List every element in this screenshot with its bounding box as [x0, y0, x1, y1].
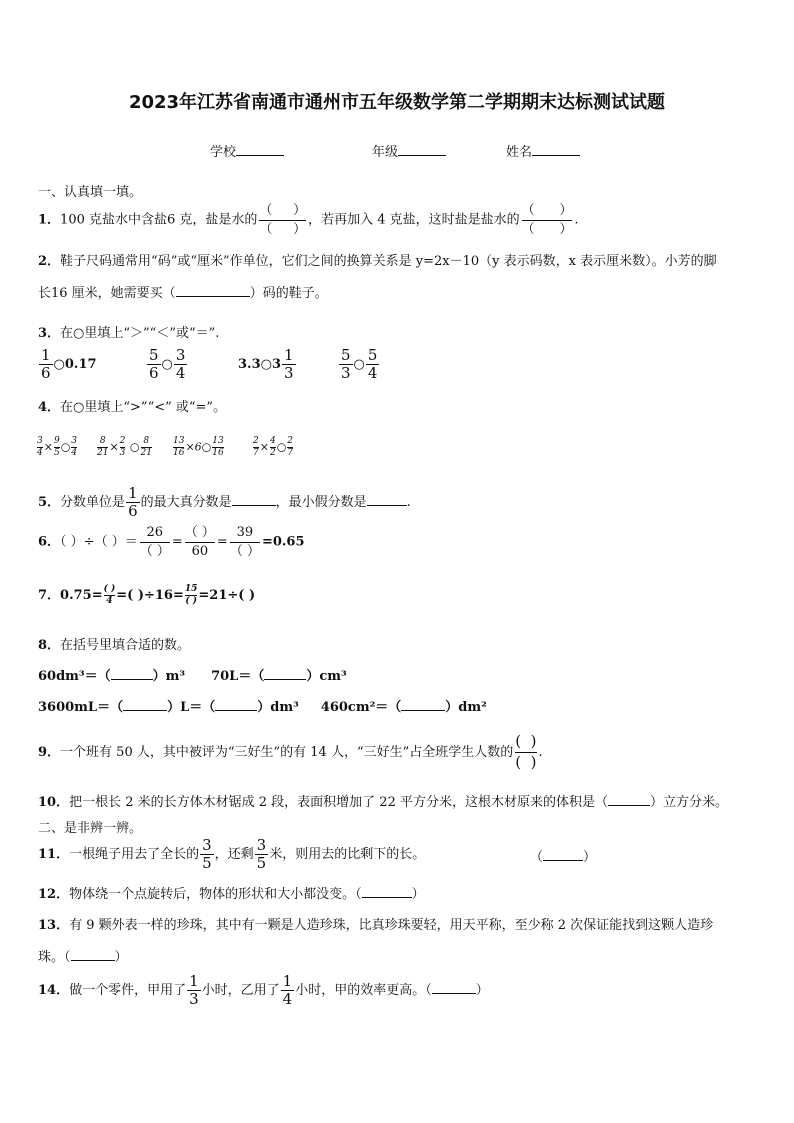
answer-fraction-blank[interactable]: $\frac{( )}{( )}$ [515, 732, 537, 771]
question-text: 分数单位是 [60, 495, 126, 510]
compare-circle[interactable]: ○ [161, 357, 173, 372]
answer-blank[interactable] [215, 698, 257, 711]
answer-blank[interactable]: =21÷( ) [198, 588, 256, 603]
answer-blank[interactable] [123, 698, 167, 711]
answer-blank[interactable] [71, 948, 115, 961]
fraction[interactable]: $\frac{26}{( )}$ [139, 525, 170, 559]
question-2-line-2 [38, 282, 328, 301]
name-label: 姓名 [506, 145, 533, 160]
paren: （ [530, 850, 544, 865]
answer-blank[interactable] [176, 284, 250, 297]
name-field [506, 141, 580, 160]
answer-blank[interactable] [264, 667, 306, 680]
compare-circle[interactable]: ○ [60, 440, 71, 454]
question-8-row-2 [38, 696, 487, 715]
answer-fraction-blank[interactable]: $\frac{( )}{( )}$ [259, 203, 307, 237]
question-3-item-1 [38, 348, 97, 381]
fraction[interactable]: $\frac{( )}{60}$ [184, 525, 215, 559]
equals-sign: = [216, 534, 228, 550]
question-text: . [538, 744, 543, 760]
question-text: ）m³ [152, 669, 186, 684]
question-text: =0.65 [261, 534, 305, 550]
question-number: 3． [38, 326, 61, 341]
question-text: ）码的鞋子。 [249, 286, 328, 301]
question-number: 14． [38, 983, 70, 998]
answer-blank[interactable] [362, 885, 412, 898]
question-4 [38, 396, 226, 415]
question-number: 6． [38, 534, 61, 550]
question-1 [38, 204, 579, 236]
answer-blank[interactable]: （ ）÷（ ）＝ [60, 534, 138, 550]
answer-blank[interactable] [432, 981, 476, 994]
question-text: . [406, 495, 411, 510]
fraction: $\frac{3}{4}$ [37, 436, 43, 458]
question-text: 鞋子尺码通常用“码”或“厘米”作单位，它们之间的换算关系是 y=2x－10（y 表示码数，x 表示厘米数）。小芳的脚 [60, 254, 717, 269]
section-heading-1: 一、认真填一填。 [38, 185, 143, 200]
question-number: 5． [38, 495, 61, 510]
question-number: 10． [38, 795, 70, 810]
question-text: 100 克盐水中含盐6 克，盐是水的 [60, 212, 258, 228]
question-text: 3600mL＝（ [38, 700, 124, 715]
fraction: $\frac{5}{6}$ [149, 346, 159, 382]
question-3-item-2 [146, 348, 188, 381]
question-text: ）dm² [445, 700, 487, 715]
question-3-item-4 [338, 348, 380, 381]
compare-circle[interactable]: ○ [353, 357, 365, 372]
fraction: $\frac{3}{4}$ [175, 346, 186, 382]
question-text: 在括号里填合适的数。 [60, 638, 191, 653]
question-text: 60dm³＝（ [38, 669, 111, 684]
question-8-row-1 [38, 665, 347, 684]
question-text: 把一根长 2 米的长方体木材锯成 2 段，表面积增加了 22 平方分米，这根木材原来的体积是（ [69, 795, 608, 810]
fraction: $\frac{3}{5}$ [256, 836, 267, 872]
answer-blank[interactable] [543, 848, 583, 861]
question-text: ）L＝（ [167, 700, 216, 715]
fraction: $\frac{5}{4}$ [367, 346, 378, 382]
question-8 [38, 634, 190, 653]
answer-blank[interactable] [367, 493, 407, 506]
question-number: 7． [38, 588, 61, 603]
school-blank[interactable] [236, 143, 284, 156]
question-3-item-3 [238, 348, 297, 381]
question-text: ）dm³ [257, 700, 299, 715]
operator: × [109, 440, 119, 454]
question-text: ，还剩 [214, 847, 254, 862]
fraction: $\frac{5}{3}$ [341, 346, 351, 382]
paren: ） [583, 850, 597, 865]
fraction: $\frac{13}{16}$ [212, 436, 224, 458]
compare-circle[interactable]: ○ [276, 440, 287, 454]
question-14 [38, 974, 489, 1007]
fraction[interactable]: $\frac{( )}{4}$ [103, 584, 116, 606]
answer-blank[interactable] [608, 793, 650, 806]
question-number: 2． [38, 254, 61, 269]
question-2-line-1 [38, 250, 717, 269]
question-text: 460cm²＝（ [320, 700, 402, 715]
question-text: . [574, 212, 579, 228]
fraction: $\frac{4}{2}$ [269, 436, 276, 458]
question-4-item-1 [36, 437, 78, 458]
fraction: $\frac{2}{7}$ [287, 436, 294, 458]
question-text: 珠。（ [38, 950, 71, 965]
fraction: $\frac{1}{3}$ [189, 972, 199, 1008]
operator: × [43, 440, 53, 454]
fraction: $\frac{1}{4}$ [282, 972, 293, 1008]
question-text: 在○里填上“＞”“＜”或“＝”. [60, 326, 220, 341]
fraction[interactable]: $\frac{39}{( )}$ [229, 525, 260, 559]
grade-blank[interactable] [398, 143, 446, 156]
school-field [210, 141, 284, 160]
question-text: 的最大真分数是 [140, 495, 232, 510]
question-10 [38, 791, 728, 810]
question-4-item-4 [252, 437, 294, 458]
compare-circle[interactable]: ○0.17 [53, 357, 97, 372]
question-7 [38, 584, 255, 606]
question-text: 米，则用去的比剩下的长。 [269, 847, 426, 862]
question-text: 做一个零件，甲用了 [69, 983, 187, 998]
compare-circle[interactable]: ○ [126, 440, 140, 454]
fraction: $\frac{2}{7}$ [253, 436, 259, 458]
question-4-item-3 [172, 437, 225, 458]
operator: × [259, 440, 269, 454]
question-text: ） [411, 887, 425, 902]
fraction: $\frac{8}{21}$ [140, 436, 152, 458]
question-6 [38, 526, 305, 558]
answer-fraction-blank[interactable]: $\frac{( )}{( )}$ [521, 203, 573, 237]
question-text: ）立方分米。 [649, 795, 728, 810]
question-12 [38, 883, 425, 902]
question-text: 有 9 颗外表一样的珍珠，其中有一颗是人造珍珠，比真珍珠要轻，用天平称，至少称 2 次保证能找到这颗人造珍 [69, 918, 714, 933]
question-text: ，若再加入 4 克盐，这时盐是盐水的 [308, 212, 520, 228]
question-text: 小时，甲的效率更高。（ [295, 983, 432, 998]
question-text: ）cm³ [306, 669, 347, 684]
question-number: 12． [38, 887, 70, 902]
question-number: 13． [38, 918, 70, 933]
name-blank[interactable] [532, 143, 580, 156]
compare-circle[interactable]: 3.3○3 [238, 357, 282, 372]
grade-field [372, 141, 446, 160]
question-number: 1． [38, 212, 61, 228]
page-title: 2023年江苏省南通市通州市五年级数学第二学期期末达标测试试题 [128, 92, 666, 113]
fraction: $\frac{3}{5}$ [202, 836, 212, 872]
question-text: 长16 厘米，她需要买（ [38, 286, 176, 301]
school-label: 学校 [210, 145, 237, 160]
fraction: $\frac{1}{6}$ [128, 484, 138, 520]
question-text: ，最小假分数是 [275, 495, 367, 510]
fraction: $\frac{1}{3}$ [284, 346, 294, 382]
question-9 [38, 734, 543, 771]
grade-label: 年级 [372, 145, 399, 160]
fraction: $\frac{8}{21}$ [97, 436, 109, 458]
question-text: 70L＝（ [211, 669, 265, 684]
answer-blank[interactable] [111, 667, 153, 680]
fraction[interactable]: $\frac{15}{( )}$ [184, 584, 198, 606]
question-11 [38, 838, 425, 871]
equals-sign: = [171, 534, 183, 550]
answer-blank[interactable]: =( )÷16= [116, 588, 184, 603]
question-text: 在○里填上“>”“<” 或“=”。 [60, 400, 227, 415]
question-text: ） [475, 983, 489, 998]
question-11-answer [530, 846, 596, 865]
question-number: 11． [38, 847, 70, 862]
question-number: 9． [38, 744, 61, 760]
question-13-line-1 [38, 914, 713, 933]
fraction: $\frac{13}{16}$ [173, 436, 185, 458]
question-number: 8． [38, 638, 61, 653]
fraction: $\frac{3}{4}$ [71, 436, 78, 458]
question-5 [38, 486, 411, 519]
compare-circle[interactable]: ×6○ [185, 440, 212, 454]
fraction: $\frac{2}{3}$ [119, 436, 126, 458]
fraction: $\frac{9}{5}$ [53, 436, 60, 458]
question-text: 一个班有 50 人，其中被评为“三好生”的有 14 人，“三好生”占全班学生人数的 [60, 744, 514, 760]
question-number: 4． [38, 400, 61, 415]
fraction: $\frac{1}{6}$ [41, 346, 51, 382]
question-text: ） [114, 950, 128, 965]
question-text: 小时，乙用了 [201, 983, 280, 998]
question-13-line-2 [38, 946, 128, 965]
question-3 [38, 322, 219, 341]
answer-blank[interactable] [401, 698, 445, 711]
section-heading-2: 二、是非辨一辨。 [38, 821, 143, 836]
question-4-item-2 [96, 437, 153, 458]
question-text: 0.75= [60, 588, 103, 603]
answer-blank[interactable] [232, 493, 276, 506]
question-text: 一根绳子用去了全长的 [69, 847, 200, 862]
question-text: 物体绕一个点旋转后，物体的形状和大小都没变。（ [69, 887, 362, 902]
